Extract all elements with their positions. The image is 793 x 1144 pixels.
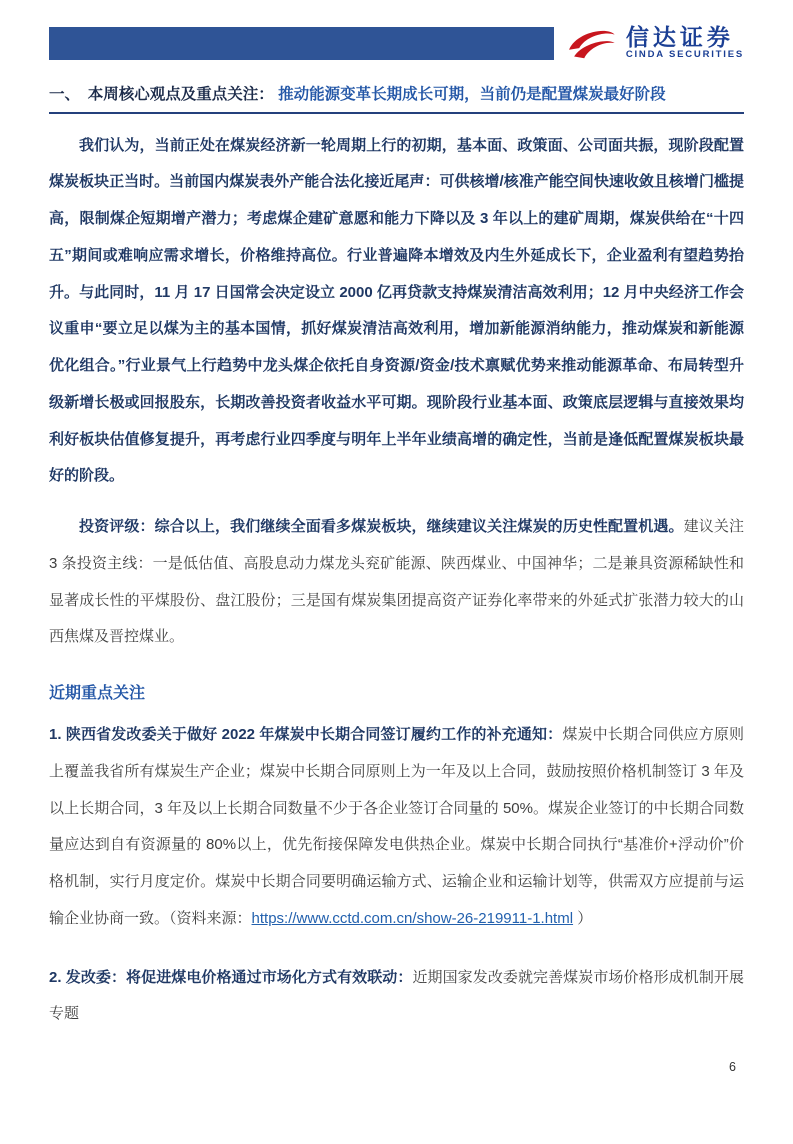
- report-page: [0, 22, 793, 1144]
- brand-name-en: CINDA SECURITIES: [625, 49, 744, 61]
- focus-item-1-source-link[interactable]: https://www.cctd.com.cn/show-26-219911-1.html: [251, 909, 574, 927]
- focus-item-2-body: 近期国家发改委就完善煤炭市场价格形成机制开展专题: [49, 968, 744, 1023]
- focus-item-1: [49, 717, 744, 938]
- focus-item-1-body: 煤炭中长期合同供应方原则上覆盖我省所有煤炭生产企业；煤炭中长期合同原则上为一年及以上合同，鼓励按照价格机制签订 3 年及以上长期合同，3 年及以上长期合同数量不少于各企业签订合同量的 50%。煤炭企业签订的中长期合同数量应达到自有资源量的 80%以上，优先衔接保障发电供热企业。煤炭中长期合同执行“基准价+浮动价”价格机制，实行月度定价。煤炭中长期合同要明确运输方式、运输企业和运输计划等，供需双方应提前与运输企业协商一致。（资料来源：: [49, 726, 744, 927]
- cinda-logo: [554, 23, 744, 63]
- page-header: [49, 22, 744, 64]
- core-view-paragraph: 我们认为，当前正处在煤炭经济新一轮周期上行的初期，基本面、政策面、公司面共振，现阶段配置煤炭板块正当时。当前国内煤炭表外产能合法化接近尾声：可供核增/核准产能空间快速收敛且核增门槛提高，限制煤企短期增产潜力；考虑煤企建矿意愿和能力下降以及 3 年以上的建矿周期，煤炭供给在“十四五”期间或难响应需求增长，价格维持高位。行业普遍降本增效及内生外延成长下，企业盈利有望趋势抬升。与此同时，11 月 17 日国常会决定设立 2000 亿再贷款支持煤炭清洁高效利用；12 月中央经济工作会议重申“要立足以煤为主的基本国情，抓好煤炭清洁高效利用，增加新能源消纳能力，推动煤炭和新能源优化组合。”行业景气上行趋势中龙头煤企依托自身资源/资金/技术禀赋优势来推动能源革命、布局转型升级新增长极或回报股东，长期改善投资者收益水平可期。现阶段行业基本面、政策底层逻辑与直接效果均利好板块估值修复提升，再考虑行业四季度与明年上半年业绩高增的确定性，当前是逢低配置煤炭板块最好的阶段。: [49, 136, 744, 485]
- brand-name-cn: 信达证券: [625, 25, 734, 51]
- investment-rating-paragraph: [49, 509, 744, 656]
- section-heading: [49, 84, 744, 114]
- section-heading-label: 一、 本周核心观点及重点关注：: [49, 86, 274, 103]
- cinda-swoosh-icon: [564, 23, 618, 63]
- recent-focus-heading: 近期重点关注: [49, 685, 146, 703]
- investment-rating-detail: 建议关注 3 条投资主线：一是低估值、高股息动力煤龙头兖矿能源、陕西煤业、中国神华；二是兼具资源稀缺性和显著成长性的平煤股份、盘江股份；三是国有煤炭集团提高资产证券化率带来的外延式扩张潜力较大的山西焦煤及晋控煤业。: [49, 518, 744, 646]
- focus-item-1-lead: 1. 陕西省发改委关于做好 2022 年煤炭中长期合同签订履约工作的补充通知：: [49, 726, 563, 744]
- section-heading-highlight: 推动能源变革长期成长可期，当前仍是配置煤炭最好阶段: [278, 86, 666, 103]
- page-number: 6: [729, 1060, 736, 1074]
- focus-item-2: [49, 960, 744, 1034]
- focus-item-1-close: ）: [573, 909, 593, 927]
- brand-text: [626, 25, 744, 61]
- focus-item-2-lead: 2. 发改委：将促进煤电价格通过市场化方式有效联动：: [49, 968, 413, 986]
- investment-rating-lead: 投资评级：综合以上，我们继续全面看多煤炭板块，继续建议关注煤炭的历史性配置机遇。: [79, 518, 684, 536]
- header-bar: [49, 27, 554, 60]
